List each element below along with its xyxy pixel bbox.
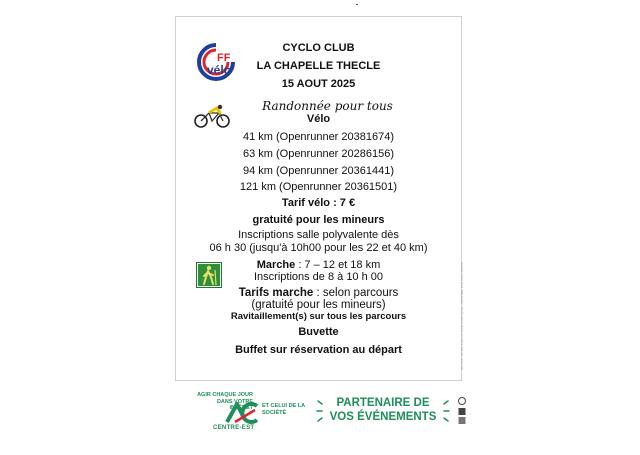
sparkle-right-icon <box>440 398 450 424</box>
marche-tarifs-line <box>175 287 462 299</box>
ca-region: CENTRE-EST <box>213 425 255 431</box>
route-94km: 94 km (Openrunner 20361441) <box>242 165 395 177</box>
marche-tarifs-label: Tarifs marche <box>238 287 314 299</box>
velo-gratuite: gratuité pour les mineurs <box>252 214 385 226</box>
partner-banner <box>322 396 444 424</box>
velo-inscriptions-line2: 06 h 30 (jusqu'à 10h00 pour les 22 et 40 km) <box>209 242 428 254</box>
route-63km: 63 km (Openrunner 20286156) <box>242 148 395 160</box>
velo-tarif: Tarif vélo : 7 € <box>281 197 356 209</box>
ca-tagline-1: AGIR CHAQUE JOUR <box>197 392 253 398</box>
ca-tagline-2: DANS VOTRE <box>216 398 253 405</box>
marche-tarifs-value: : selon parcours <box>313 287 399 299</box>
partner-line2: VOS ÉVÉNEMENTS <box>329 411 437 423</box>
ca-side-text <box>262 403 305 416</box>
buvette: Buvette <box>298 326 339 338</box>
ffvelo-logo-velo: vélo <box>207 63 232 77</box>
velo-heading: Vélo <box>306 113 331 125</box>
ca-side-1: ET CELUI DE LA <box>262 403 306 409</box>
ca-side-2: SOCIÉTÉ <box>262 409 287 416</box>
club-name-line2: LA CHAPELLE THECLE <box>256 60 381 72</box>
route-121km: 121 km (Openrunner 20361501) <box>239 181 398 193</box>
recycle-info-icon <box>457 396 467 431</box>
side-print-notice: NE PAS JETER SUR LA VOIE PUBLIQUE - IMPRIMÉ PAR NOS SOINS <box>460 262 464 370</box>
event-date: 15 AOUT 2025 <box>281 78 356 90</box>
ca-tagline-3: INTÉRÊT <box>229 405 253 411</box>
marche-label: Marche <box>256 259 296 271</box>
velo-inscriptions-line1: Inscriptions salle polyvalente dès <box>238 229 399 241</box>
marche-gratuite: (gratuité pour les mineurs) <box>251 299 386 311</box>
marche-line <box>175 259 462 271</box>
ffvelo-logo-ff: FF <box>217 52 231 64</box>
marche-ravitaillement: Ravitaillement(s) sur tous les parcours <box>230 311 407 322</box>
stray-dot <box>356 4 358 5</box>
marche-inscriptions: Inscriptions de 8 à 10 h 00 <box>253 271 384 283</box>
club-name-line1: CYCLO CLUB <box>282 42 355 54</box>
route-41km: 41 km (Openrunner 20381674) <box>242 131 395 143</box>
buffet: Buffet sur réservation au départ <box>235 344 402 356</box>
marche-distances: : 7 – 12 et 18 km <box>295 259 381 271</box>
velo-subtitle: Randonnée pour tous <box>262 99 393 113</box>
partner-line1: PARTENAIRE DE <box>336 397 430 409</box>
